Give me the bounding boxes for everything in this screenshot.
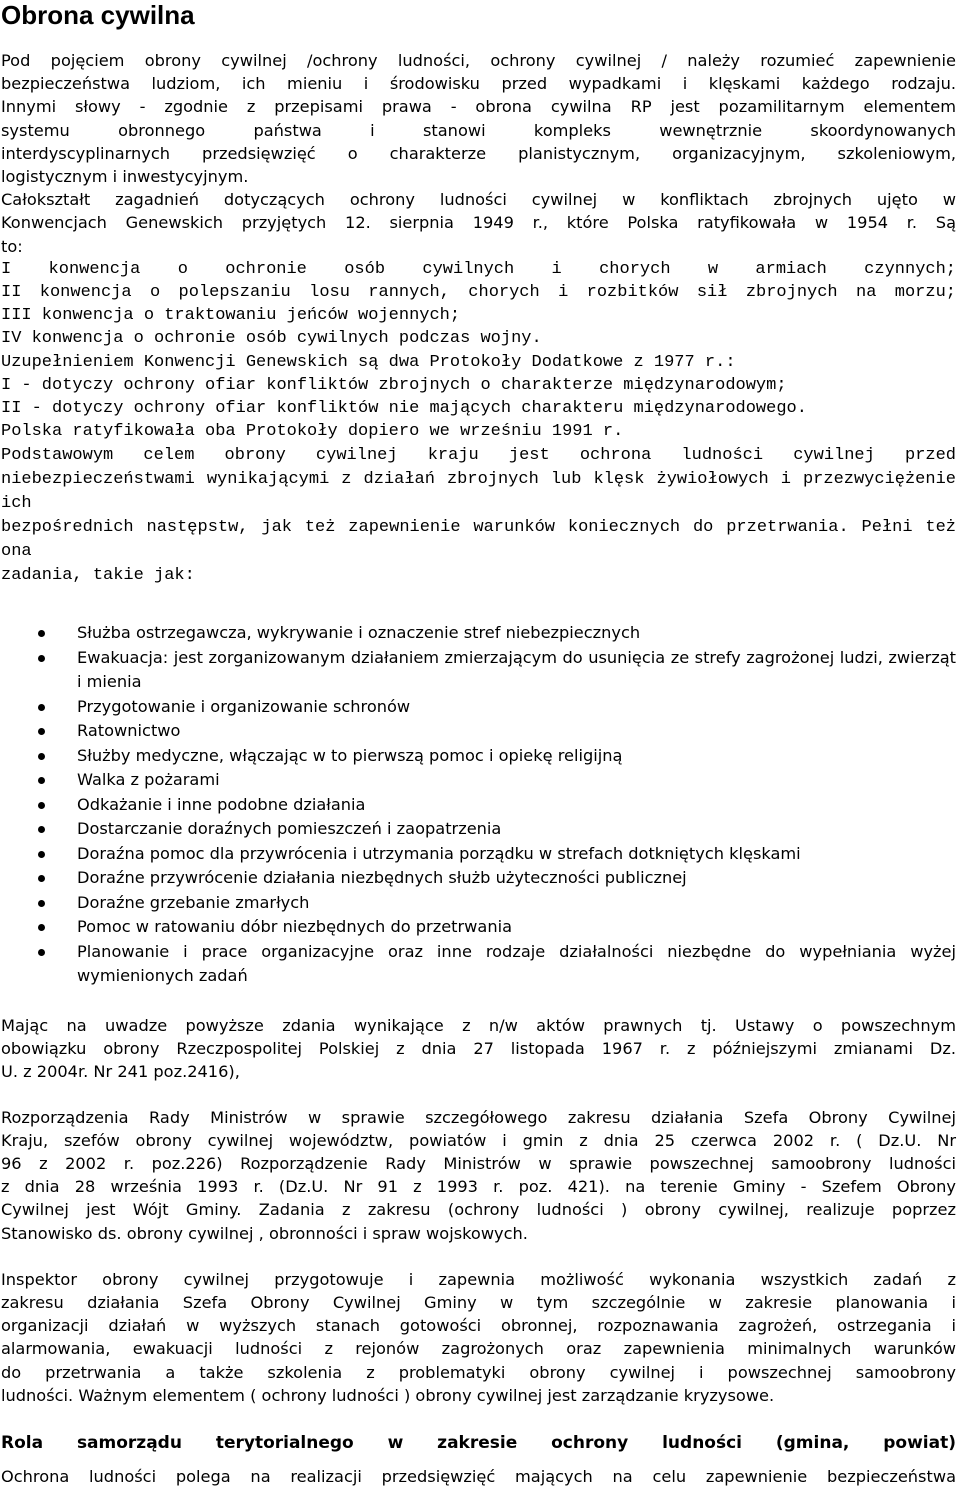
- text-line: Stanowisko ds. obrony cywilnej , obronności i spraw wojskowych.: [1, 1223, 528, 1243]
- convention-item: II konwencja o polepszaniu losu rannych, chorych i rozbitków sił zbrojnych na morzu;: [1, 283, 956, 303]
- text-line: Inspektor obrony cywilnej przygotowuje i zapewnia możliwość wykonania wszystkich zadań z: [1, 1269, 956, 1289]
- convention-item: IV konwencja o ochronie osób cywilnych podczas wojny.: [1, 329, 542, 349]
- text-line: Ochrona ludności polega na realizacji przedsięwzięć mających na celu zapewnienie bezpieczeństwa: [1, 1467, 956, 1487]
- text-line: Kraju, szefów obrony cywilnej województw, powiatów i gmin z dnia 25 czerwca 2002 r. ( Dz.U. Nr: [1, 1130, 956, 1150]
- text-line: Pod pojęciem obrony cywilnej /ochrony ludności, ochrony cywilnej / należy rozumieć zapewnienie: [1, 51, 956, 70]
- inspector-paragraph: [1, 1268, 956, 1407]
- text-line: logistycznym i inwestycyjnym.: [1, 167, 249, 187]
- list-item: Ewakuacja: jest zorganizowanym działaniem zmierzającym do usunięcia ze strefy zagrożonej ludzi, zwierząt i mienia: [1, 646, 956, 695]
- text-line: niebezpieczeństwami wynikającymi z działań zbrojnych lub klęsk żywiołowych i przezwyciężenie ich: [1, 470, 956, 514]
- list-item: Ratownictwo: [1, 719, 956, 744]
- text-line: organizacji działań w wyższych stanach gotowości obronnej, rozpoznawania zagrożeń, ostrzegania i: [1, 1316, 956, 1336]
- intro-paragraph: [1, 49, 956, 258]
- list-item: Służby medyczne, włączając w to pierwszą pomoc i opiekę religijną: [1, 744, 956, 769]
- ratification-note: Polska ratyfikowała oba Protokoły dopiero we wrześniu 1991 r.: [1, 422, 624, 442]
- text-line: to:: [1, 236, 23, 256]
- protocol-item: II - dotyczy ochrony ofiar konfliktów nie mających charakteru międzynarodowego.: [1, 399, 807, 419]
- list-item: Przygotowanie i organizowanie schronów: [1, 695, 956, 720]
- protocols-intro: Uzupełnieniem Konwencji Genewskich są dwa Protokoły Dodatkowe z 1977 r.:: [1, 352, 736, 372]
- final-paragraph: [1, 1465, 956, 1488]
- text-line: U. z 2004r. Nr 241 poz.2416),: [1, 1062, 240, 1082]
- text-line: systemu obronnego państwa i stanowi kompleks wewnętrznie skoordynowanych: [1, 120, 956, 140]
- legal-paragraph: [1, 1014, 956, 1084]
- tasks-list: [1, 621, 956, 989]
- convention-item: I konwencja o ochronie osób cywilnych i chorych w armiach czynnych;: [1, 259, 956, 279]
- text-line: bezpieczeństwa ludziom, ich mieniu i środowisku przed wypadkami i klęskami każdego rodzaju.: [1, 74, 956, 94]
- text-line: ludności. Ważnym elementem ( ochrony ludności ) obrony cywilnej jest zarządzanie kryzysowe.: [1, 1385, 775, 1405]
- text-line: zakresu działania Szefa Obrony Cywilnej Gminy w tym szczególnie w zakresie planowania i: [1, 1292, 956, 1312]
- text-line: Innymi słowy - zgodnie z przepisami prawa - obrona cywilna RP jest pozamilitarnym elementem: [1, 97, 956, 117]
- list-item: Doraźne grzebanie zmarłych: [1, 891, 956, 916]
- text-line: do przetrwania a także szkolenia z problematyki obrony cywilnej i powszechnej samoobrony: [1, 1362, 956, 1382]
- text-line: Całokształt zagadnień dotyczących ochrony ludności cywilnej w konfliktach zbrojnych ujęto w: [1, 190, 956, 210]
- text-line: alarmowania, ewakuacji ludności z rejonów zagrożonych oraz zapewnienia minimalnych warunków: [1, 1339, 956, 1359]
- list-item: Służba ostrzegawcza, wykrywanie i oznaczenie stref niebezpiecznych: [1, 621, 956, 646]
- text-line: Podstawowym celem obrony cywilnej kraju jest ochrona ludności cywilnej przed: [1, 446, 956, 466]
- page-title: Obrona cywilna: [1, 0, 195, 30]
- text-line: 96 z 2002 r. poz.226) Rozporządzenie Rady Ministrów w sprawie powszechnej samoobrony ludności: [1, 1153, 956, 1173]
- protocol-item: I - dotyczy ochrony ofiar konfliktów zbrojnych o charakterze międzynarodowym;: [1, 375, 787, 395]
- list-item: Planowanie i prace organizacyjne oraz inne rodzaje działalności niezbędne do wypełniania wyżej wymienionych zadań: [1, 940, 956, 989]
- text-line: z dnia 28 września 1993 r. (Dz.U. Nr 91 z 1993 r. poz. 421). na terenie Gminy - Szefem Obrony: [1, 1177, 956, 1197]
- text-line: obowiązku obrony Rzeczpospolitej Polskiej z dnia 27 listopada 1967 r. z późniejszymi zmianami Dz.: [1, 1039, 956, 1059]
- list-item: Dostarczanie doraźnych pomieszczeń i zaopatrzenia: [1, 817, 956, 842]
- text-line: Rozporządzenia Rady Ministrów w sprawie szczegółowego zakresu działania Szefa Obrony Cywilnej: [1, 1107, 956, 1127]
- text-line: Konwencjach Genewskich przyjętych 12. sierpnia 1949 r., które Polska ratyfikowała w 1954 r. Są: [1, 213, 956, 233]
- section-heading-text: Rola samorządu terytorialnego w zakresie ochrony ludności (gmina, powiat): [1, 1433, 956, 1453]
- list-item: Walka z pożarami: [1, 768, 956, 793]
- text-line: zadania, takie jak:: [1, 566, 195, 586]
- list-item: Odkażanie i inne podobne działania: [1, 793, 956, 818]
- text-line: Mając na uwadze powyższe zdania wynikające z n/w aktów prawnych tj. Ustawy o powszechnym: [1, 1015, 956, 1035]
- text-line: interdyscyplinarnych przedsięwzięć o charakterze planistycznym, organizacyjnym, szkoleniowym,: [1, 143, 956, 163]
- text-line: bezpośrednich następstw, jak też zapewnienie warunków koniecznych do przetrwania. Pełni też ona: [1, 518, 956, 562]
- regulation-paragraph: [1, 1106, 956, 1245]
- text-line: Cywilnej jest Wójt Gminy. Zadania z zakresu (ochrony ludności ) obrony cywilnej, realizuje poprzez: [1, 1200, 956, 1220]
- section-heading: [1, 1432, 956, 1455]
- purpose-paragraph: [1, 444, 956, 588]
- conventions-list: [1, 258, 956, 444]
- list-item: Doraźna pomoc dla przywrócenia i utrzymania porządku w strefach dotkniętych klęskami: [1, 842, 956, 867]
- list-item: Pomoc w ratowaniu dóbr niezbędnych do przetrwania: [1, 915, 956, 940]
- list-item: Doraźne przywrócenie działania niezbędnych służb użyteczności publicznej: [1, 866, 956, 891]
- convention-item: III konwencja o traktowaniu jeńców wojennych;: [1, 306, 461, 326]
